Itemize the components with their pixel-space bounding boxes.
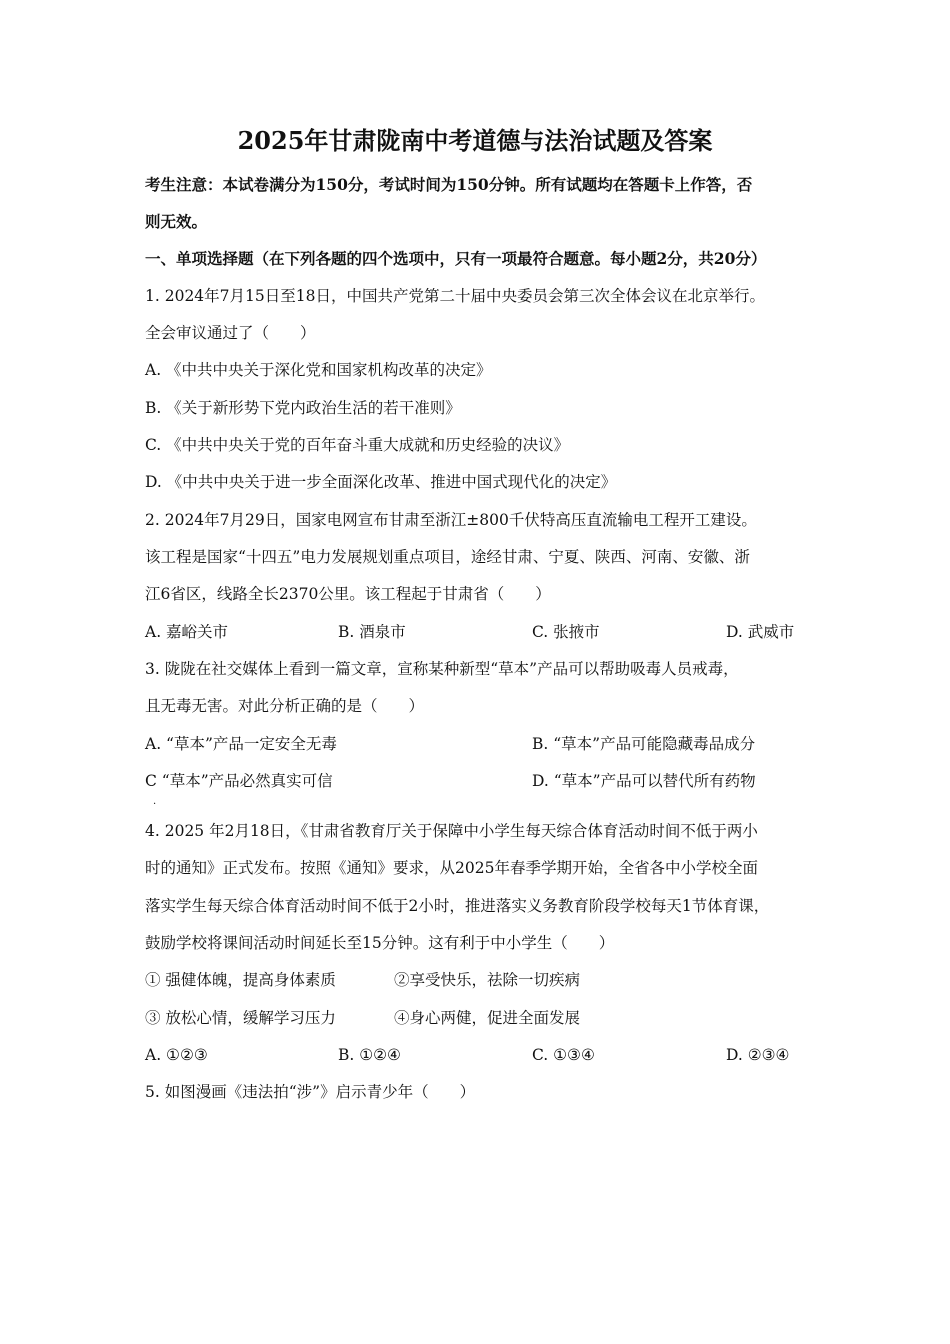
q3-stem-line-1: 3. 陇陇在社交媒体上看到一篇文章，宣称某种新型“草本”产品可以帮助吸毒人员戒毒，	[145, 660, 739, 678]
q2-option-c: C. 张掖市	[532, 623, 600, 641]
q2-stem-line-3: 江6省区，线路全长2370公里。该工程起于甘肃省（ ）	[145, 585, 551, 603]
notice-line-2: 则无效。	[145, 212, 208, 231]
q1-stem-line-1: 1. 2024年7月15日至18日，中国共产党第二十届中央委员会第三次全体会议在北京举行。	[145, 287, 765, 305]
q5-stem-line-1: 5. 如图漫画《违法拍“涉”》启示青少年（ ）	[145, 1083, 476, 1101]
q1-option-a: A. 《中共中央关于深化党和国家机构改革的决定》	[145, 361, 492, 379]
page-title: 2025年甘肃陇南中考道德与法治试题及答案	[237, 126, 713, 155]
q3-option-c-dot: .	[153, 796, 157, 807]
q1-option-d: D. 《中共中央关于进一步全面深化改革、推进中国式现代化的决定》	[145, 473, 617, 491]
q3-option-a: A. “草本”产品一定安全无毒	[145, 735, 337, 753]
q3-option-b: B. “草本”产品可能隐藏毒品成分	[532, 735, 756, 753]
q2-stem-line-1: 2. 2024年7月29日，国家电网宣布甘肃至浙江±800千伏特高压直流输电工程开工建设。	[145, 511, 757, 529]
q4-stem-line-1: 4. 2025 年2月18日，《甘肃省教育厅关于保障中小学生每天综合体育活动时间不低于两小	[145, 822, 758, 840]
section-heading: 一、单项选择题（在下列各题的四个选项中，只有一项最符合题意。每小题2分，共20分）	[145, 249, 767, 268]
q4-option-a: A. ①②③	[145, 1046, 208, 1064]
q4-item-2: ②享受快乐，祛除一切疾病	[394, 971, 581, 989]
q4-item-4: ④身心两健，促进全面发展	[394, 1009, 581, 1027]
notice-line-1: 考生注意：本试卷满分为150分，考试时间为150分钟。所有试题均在答题卡上作答，否	[145, 175, 753, 194]
q1-stem-line-2: 全会审议通过了（ ）	[145, 324, 316, 342]
q4-option-b: B. ①②④	[338, 1046, 401, 1064]
q1-option-b: B. 《关于新形势下党内政治生活的若干准则》	[145, 399, 461, 417]
q2-option-b: B. 酒泉市	[338, 623, 406, 641]
q4-item-3: ③ 放松心情，缓解学习压力	[145, 1009, 336, 1027]
q4-item-1: ① 强健体魄，提高身体素质	[145, 971, 336, 989]
q4-stem-line-2: 时的通知》正式发布。按照《通知》要求，从2025年春季学期开始，全省各中小学校全面	[145, 859, 758, 877]
q3-option-c: C “草本”产品必然真实可信	[145, 772, 333, 790]
q4-stem-line-3: 落实学生每天综合体育活动时间不低于2小时，推进落实义务教育阶段学校每天1节体育课，	[145, 897, 770, 915]
q2-option-a: A. 嘉峪关市	[145, 623, 229, 641]
q3-option-d: D. “草本”产品可以替代所有药物	[532, 772, 756, 790]
q4-option-c: C. ①③④	[532, 1046, 595, 1064]
q4-option-d: D. ②③④	[726, 1046, 790, 1064]
q2-option-d: D. 武威市	[726, 623, 795, 641]
q3-stem-line-2: 且无毒无害。对此分析正确的是（ ）	[145, 697, 425, 715]
q1-option-c: C. 《中共中央关于党的百年奋斗重大成就和历史经验的决议》	[145, 436, 570, 454]
q4-stem-line-4: 鼓励学校将课间活动时间延长至15分钟。这有利于中小学生（ ）	[145, 934, 615, 952]
q2-stem-line-2: 该工程是国家“十四五”电力发展规划重点项目，途经甘肃、宁夏、陕西、河南、安徽、浙	[145, 548, 750, 566]
